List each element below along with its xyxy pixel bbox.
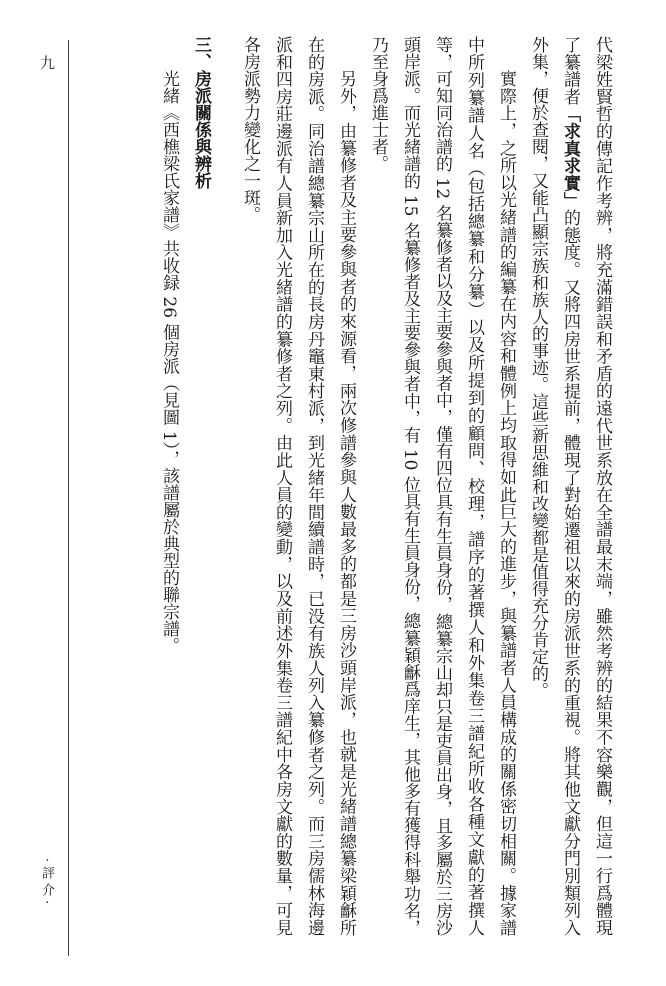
text-segment: 另外，由纂修者及主要參與者的來源看，兩次修譜參與人數最多的都是三房沙頭岸派，也就是光緒譜總纂梁穎龢所在的房派。同治譜總纂宗山所在的長房丹竈東村派，到光緒年間續譜時，已没有族人列入纂修者之列。而三房儒林海邊派和四房莊邊派有人員新加入光緒譜的纂修者之列。由此人員的變動，以及前述外集卷三譜紀中各房文獻的數量，可見各房派勢力變化之一斑。	[240, 36, 356, 936]
text-segment: 的態度。又將四房世系提前，體現了對始遷祖以來的房派世系的重視。將其他文獻分門別類列入外集，便於查閱，又能凸顯宗族和族人的事迹。這些新思維和改變都是值得充分肯定的。	[528, 36, 580, 936]
text-segment: 實際上，之所以光緒譜的編纂在内容和體例上均取得如此巨大的進步，與纂譜者人員構成的關係密切相關。據家譜中所列纂譜人名（包括總纂和分纂）以及所提到的顧問、校理，譜序的著撰人和外集卷三譜紀所收各種文獻的著撰人等，可知同治譜的 12 名纂修者以及主要參與者中，僅有四位具有生員身份，總纂宗山却只是吏員出身，且多屬於三房沙頭岸派。而光緒譜的 15 名纂修者及主要參與者中，有 10 位具有生員身份，總纂穎龢爲庠生，其他多有獲得科舉功名，乃至身爲進士者。	[368, 36, 516, 936]
page-number: 九	[40, 54, 56, 72]
section-label: ·評介·	[39, 857, 54, 908]
paragraph-2	[362, 36, 522, 936]
emphasis-text: 「求真求實」	[560, 105, 580, 210]
paragraph-1	[522, 36, 618, 936]
text-segment: 代梁姓賢哲的傳記作考辨，將充滿錯誤和矛盾的遠代世系放在全譜最末端，雖然考辨的結果不容樂觀，但這一行爲體現了纂譜者	[560, 36, 612, 936]
paragraph-4	[153, 36, 185, 936]
body-text	[58, 36, 618, 936]
text-segment: 光緒《西樵梁氏家譜》共收録 26 個房派（見圖 1），該譜屬於典型的聯宗譜。	[159, 70, 179, 655]
section-heading: 三、房派關係與辨析	[191, 36, 211, 189]
paragraph-3	[234, 36, 362, 936]
